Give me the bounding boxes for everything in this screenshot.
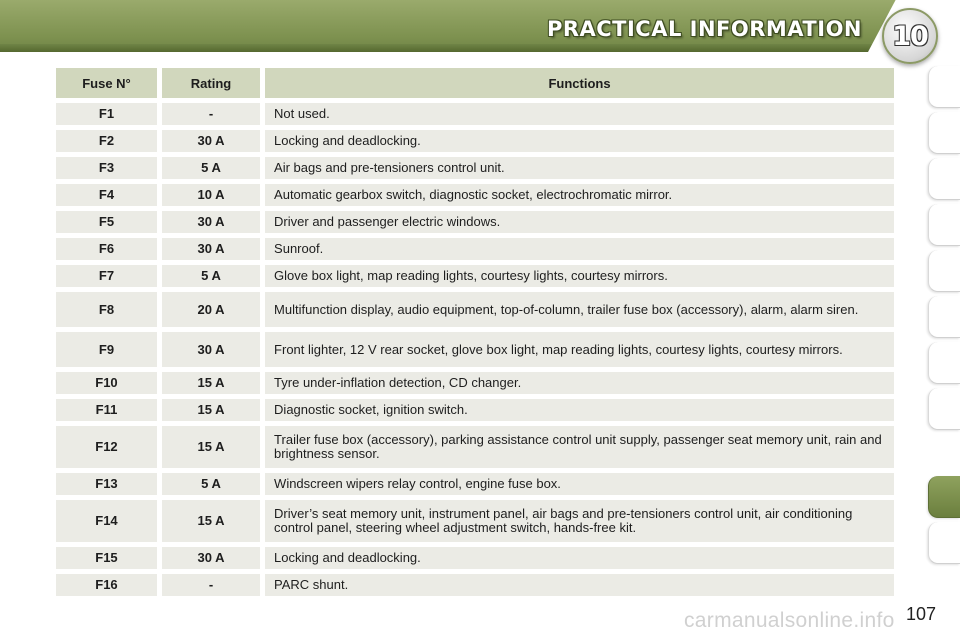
- fuse-number-cell: F16: [56, 574, 157, 596]
- function-cell: Glove box light, map reading lights, courtesy lights, courtesy mirrors.: [265, 265, 894, 287]
- table-row: [56, 372, 894, 394]
- function-cell: Automatic gearbox switch, diagnostic socket, electrochromatic mirror.: [265, 184, 894, 206]
- rating-cell: 30 A: [162, 547, 260, 569]
- table-row: [56, 332, 894, 367]
- chapter-tab[interactable]: [928, 158, 960, 200]
- fuse-number-cell: F14: [56, 500, 157, 542]
- table-row: [56, 426, 894, 468]
- function-cell: Locking and deadlocking.: [265, 130, 894, 152]
- rating-cell: 10 A: [162, 184, 260, 206]
- fuse-number-cell: F2: [56, 130, 157, 152]
- function-cell: Trailer fuse box (accessory), parking assistance control unit supply, passenger seat memory unit, rain and brightness sensor.: [265, 426, 894, 468]
- header-functions: Functions: [265, 68, 894, 98]
- header-edge: [0, 44, 880, 52]
- chapter-tab[interactable]: [928, 296, 960, 338]
- table-row: [56, 130, 894, 152]
- table-row: [56, 473, 894, 495]
- fuse-number-cell: F13: [56, 473, 157, 495]
- rating-cell: 15 A: [162, 500, 260, 542]
- rating-cell: 5 A: [162, 473, 260, 495]
- function-cell: Sunroof.: [265, 238, 894, 260]
- chapter-tabs: [928, 66, 960, 576]
- rating-cell: 30 A: [162, 211, 260, 233]
- header-fuse-number: Fuse N°: [56, 68, 157, 98]
- chapter-tab[interactable]: [928, 112, 960, 154]
- fuse-number-cell: F1: [56, 103, 157, 125]
- function-cell: Tyre under-inflation detection, CD changer.: [265, 372, 894, 394]
- chapter-number: 10: [892, 20, 928, 52]
- table-row: [56, 157, 894, 179]
- function-cell: Multifunction display, audio equipment, top-of-column, trailer fuse box (accessory), alarm, alarm siren.: [265, 292, 894, 327]
- rating-cell: 30 A: [162, 332, 260, 367]
- fuse-table: [51, 63, 899, 601]
- table-row: [56, 292, 894, 327]
- fuse-number-cell: F4: [56, 184, 157, 206]
- fuse-number-cell: F15: [56, 547, 157, 569]
- fuse-rows: [56, 103, 894, 596]
- header-rating: Rating: [162, 68, 260, 98]
- chapter-badge: [882, 8, 938, 64]
- table-row: [56, 103, 894, 125]
- function-cell: Locking and deadlocking.: [265, 547, 894, 569]
- rating-cell: 15 A: [162, 372, 260, 394]
- fuse-number-cell: F12: [56, 426, 157, 468]
- rating-cell: 5 A: [162, 157, 260, 179]
- fuse-number-cell: F3: [56, 157, 157, 179]
- fuse-number-cell: F5: [56, 211, 157, 233]
- chapter-tab[interactable]: [928, 204, 960, 246]
- table-row: [56, 184, 894, 206]
- page-title: PRACTICAL INFORMATION: [546, 17, 862, 41]
- rating-cell: -: [162, 574, 260, 596]
- table-row: [56, 265, 894, 287]
- rating-cell: 15 A: [162, 426, 260, 468]
- rating-cell: 5 A: [162, 265, 260, 287]
- function-cell: Front lighter, 12 V rear socket, glove box light, map reading lights, courtesy lights, courtesy mirrors.: [265, 332, 894, 367]
- function-cell: Windscreen wipers relay control, engine fuse box.: [265, 473, 894, 495]
- function-cell: Diagnostic socket, ignition switch.: [265, 399, 894, 421]
- chapter-tab[interactable]: [928, 388, 960, 430]
- fuse-number-cell: F7: [56, 265, 157, 287]
- table-row: [56, 547, 894, 569]
- function-cell: PARC shunt.: [265, 574, 894, 596]
- chapter-tab[interactable]: [928, 250, 960, 292]
- function-cell: Driver’s seat memory unit, instrument panel, air bags and pre-tensioners control unit, air conditioning control panel, steering wheel adjustment switch, hands-free kit.: [265, 500, 894, 542]
- rating-cell: 30 A: [162, 130, 260, 152]
- chapter-tab[interactable]: [928, 342, 960, 384]
- table-row: [56, 399, 894, 421]
- function-cell: Driver and passenger electric windows.: [265, 211, 894, 233]
- page-number: 107: [906, 604, 937, 624]
- function-cell: Air bags and pre-tensioners control unit.: [265, 157, 894, 179]
- fuse-number-cell: F8: [56, 292, 157, 327]
- rating-cell: 20 A: [162, 292, 260, 327]
- fuse-number-cell: F11: [56, 399, 157, 421]
- fuse-number-cell: F10: [56, 372, 157, 394]
- chapter-tab[interactable]: [928, 522, 960, 564]
- table-row: [56, 500, 894, 542]
- fuse-number-cell: F6: [56, 238, 157, 260]
- function-cell: Not used.: [265, 103, 894, 125]
- rating-cell: 30 A: [162, 238, 260, 260]
- chapter-tab-active[interactable]: [928, 476, 960, 518]
- rating-cell: -: [162, 103, 260, 125]
- rating-cell: 15 A: [162, 399, 260, 421]
- table-row: [56, 238, 894, 260]
- chapter-tab[interactable]: [928, 66, 960, 108]
- table-row: [56, 211, 894, 233]
- table-row: [56, 574, 894, 596]
- watermark: carmanualsonline.info: [684, 609, 895, 632]
- fuse-number-cell: F9: [56, 332, 157, 367]
- table-header-row: [56, 68, 894, 98]
